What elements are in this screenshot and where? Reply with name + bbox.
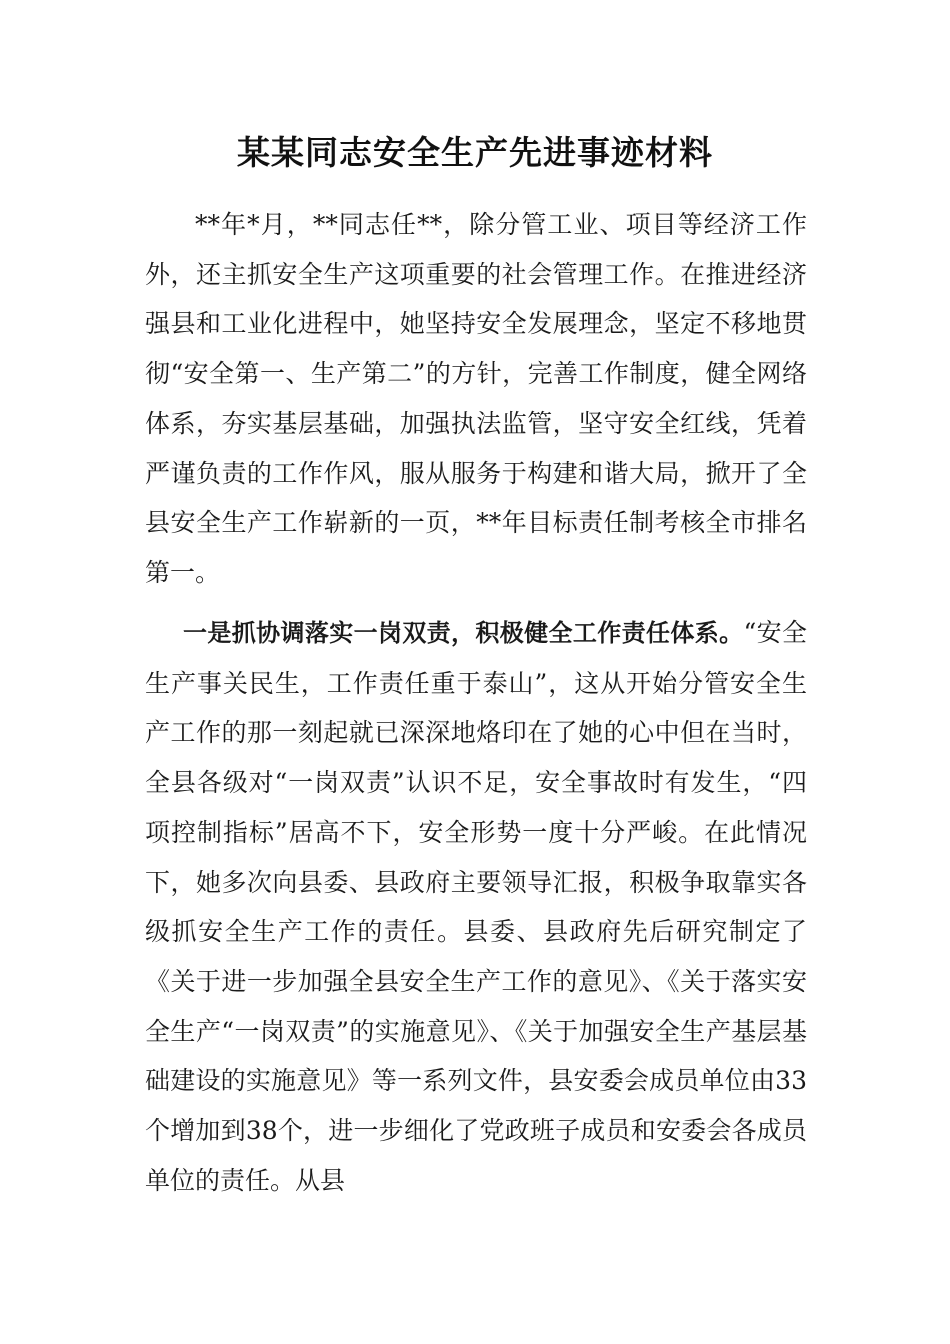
- document-title: 某某同志安全生产先进事迹材料: [237, 133, 713, 172]
- section-one-body: “安全生产事关民生，工作责任重于泰山”，这从开始分管安全生产工作的那一刻起就已深深地烙印在了她的心中但在当时，全县各级对“一岗双责”认识不足，安全事故时有发生，“四项控制指标”居高不下，安全形势一度十分严峻。在此情况下，她多次向县委、县政府主要领导汇报，积极争取靠实各级抓安全生产工作的责任。县委、县政府先后研究制定了《关于进一步加强全县安全生产工作的意见》、《关于落实安全生产“一岗双责”的实施意见》、《关于加强安全生产基层基础建设的实施意见》等一系列文件，县安委会成员单位由33个增加到38个，进一步细化了党政班子成员和安委会各成员单位的责任。从县: [145, 618, 808, 1195]
- section-one-heading: 一是抓协调落实一岗双责，积极健全工作责任体系。: [183, 619, 744, 647]
- paragraph-intro: **年*月，**同志任**，除分管工业、项目等经济工作外，还主抓安全生产这项重要的社会管理工作。在推进经济强县和工业化进程中，她坚持安全发展理念，坚定不移地贯彻“安全第一、生产第二”的方针，完善工作制度，健全网络体系，夯实基层基础，加强执法监管，坚守安全红线，凭着严谨负责的工作作风，服从服务于构建和谐大局，掀开了全县安全生产工作崭新的一页，**年目标责任制考核全市排名第一。: [145, 210, 807, 587]
- paragraph-section-one: [145, 608, 807, 1205]
